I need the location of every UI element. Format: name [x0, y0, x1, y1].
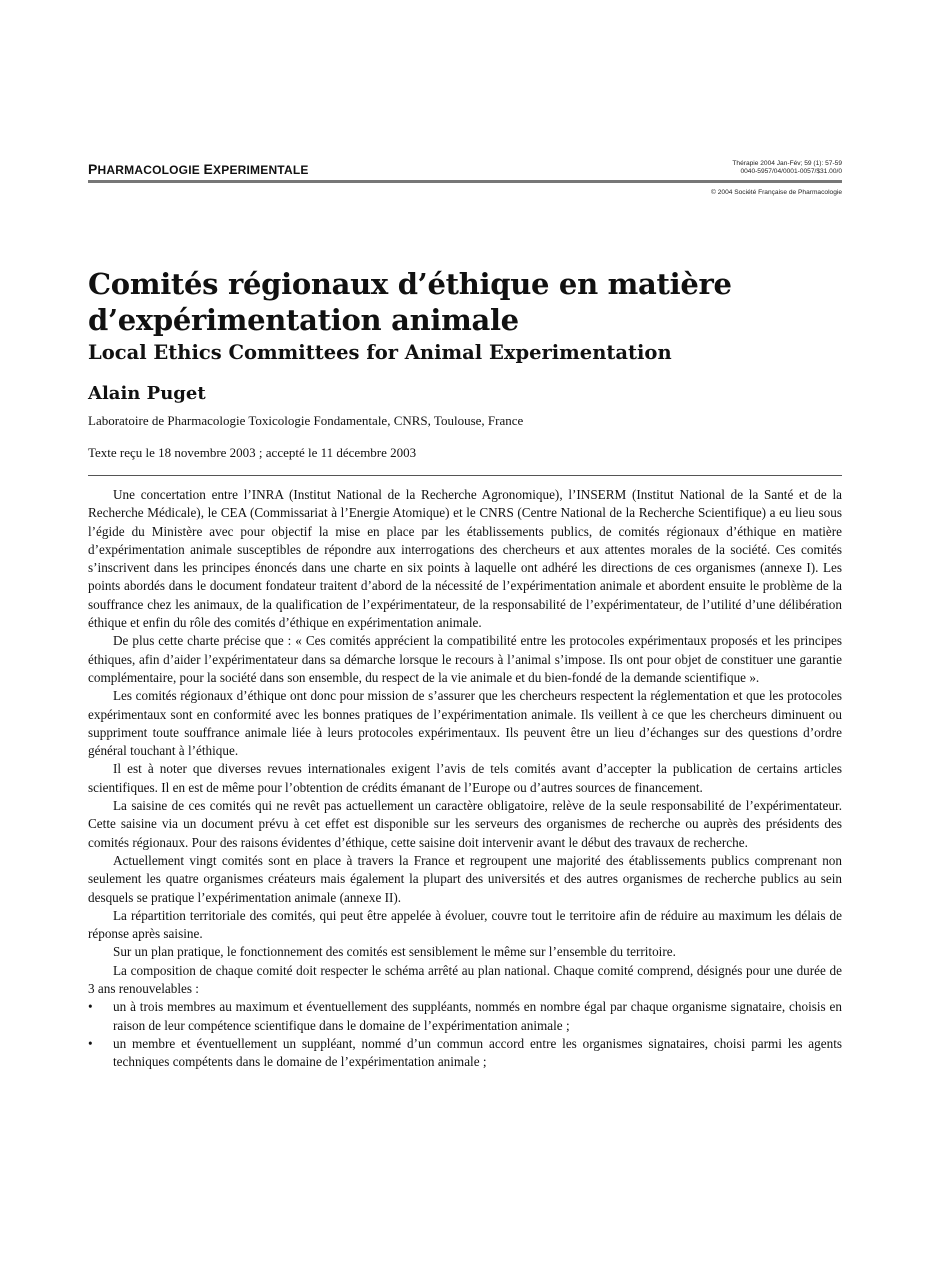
author-affiliation: Laboratoire de Pharmacologie Toxicologie Fondamentale, CNRS, Toulouse, France [88, 413, 524, 428]
article-body [88, 486, 842, 1072]
committee-composition-list [88, 998, 842, 1071]
paragraph: Les comités régionaux d’éthique ont donc pour mission de s’assurer que les chercheurs respectent la réglementation et que les protocoles expérimentaux sont en conformité avec les bonnes pratiques de l’expérimentation animale. Ils veillent à ce que les chercheurs diminuent ou suppriment toute souffrance animale liée à leurs protocoles expérimentaux. Ils peuvent être un lieu d’échanges sur des questions d’ordre général touchant à l’éthique. [88, 688, 842, 759]
paragraph: Actuellement vingt comités sont en place à travers la France et regroupent une majorité des établissements publics comprenant non seulement les quatre organismes créateurs mais également la plupart des universités et des autres organismes de recherche publics au sein desquels se pratique l’expérimentation animale (annexe II). [88, 852, 842, 905]
bullet-icon: • [88, 1035, 93, 1051]
paragraph: Il est à noter que diverses revues internationales exigent l’avis de tels comités avant d’accepter la publication de certains articles scientifiques. Il en est de même pour l’obtention de crédits émanant de l’Europe ou d’autres sources de financement. [88, 761, 842, 795]
list-item [88, 1035, 842, 1072]
bullet-icon: • [88, 999, 93, 1015]
author-name: Alain Puget [88, 383, 206, 404]
title-line-1: Comités régionaux d’éthique en matière [88, 267, 732, 301]
article-title-french [88, 266, 842, 338]
section-word-2: XPERIMENTALE [213, 163, 309, 177]
running-header [88, 158, 842, 188]
citation-block [732, 160, 842, 176]
paragraph: Sur un plan pratique, le fonctionnement des comités est sensiblement le même sur l’ensemble du territoire. [113, 944, 676, 960]
received-dates: Texte reçu le 18 novembre 2003 ; accepté le 11 décembre 2003 [88, 445, 417, 460]
copyright-notice: © 2004 Société Française de Pharmacologie [711, 189, 842, 196]
list-item-text: un membre et éventuellement un suppléant, nommé d’un commun accord entre les organismes signataires, choisi parmi les agents techniques compétents dans le domaine de l’expérimentation animale ; [113, 1035, 842, 1070]
journal-section-title [88, 161, 309, 177]
paragraph: Une concertation entre l’INRA (Institut National de la Recherche Agronomique), l’INSERM (Institut National de la Santé et de la Recherche Médicale), le CEA (Commissariat à l’Energie Atomique) et le CNRS (Centre National de la Recherche Scientifique) a eu lieu sous l’égide du Ministère avec pour objectif la mise en place par les établissements publics, de comités régionaux d’éthique en matière d’expérimentation animale susceptibles de répondre aux interrogations des chercheurs et aux attentes morales de la société. Ces comités s’inscrivent dans les principes énoncés dans une charte en six points à laquelle ont adhéré les directions de ces organismes (annexe I). Les points abordés dans le document fondateur traitent d’abord de la nécessité de l’expérimentation animale et abordent ensuite le problème de la souffrance chez les animaux, de la qualification de l’expérimentateur, de la responsabilité de l’expérimentateur, de l’utilité d’une délibération éthique et enfin du rôle des comités d’éthique en expérimentation animale. [88, 487, 842, 631]
section-word-1: HARMACOLOGIE [97, 163, 204, 177]
paragraph: De plus cette charte précise que : « Ces comités apprécient la compatibilité entre les protocoles expérimentaux proposés et les principes éthiques, afin d’aider l’expérimentateur dans sa démarche lorsque le recours à l’animal s’impose. Ils ont pour objet de constituer une garantie complémentaire, pour la société dans son ensemble, du respect de la vie animale et du bien-fondé de la demande scientifique ». [88, 633, 842, 685]
list-item [88, 998, 842, 1035]
citation-line-issn: 0040-5957/04/0001-0057/$31.00/0 [740, 168, 842, 175]
citation-line-journal: Thérapie 2004 Jan-Fév; 59 (1): 57-59 [732, 160, 842, 167]
section-initial-1: P [88, 161, 98, 177]
paragraph: La composition de chaque comité doit respecter le schéma arrêté au plan national. Chaque comité comprend, désignés pour une durée de 3 ans renouvelables : [88, 962, 842, 997]
article-page [88, 158, 842, 1072]
title-rule [88, 475, 842, 476]
header-rule [88, 180, 842, 183]
article-title-english: Local Ethics Committees for Animal Experimentation [88, 341, 672, 364]
paragraph: La saisine de ces comités qui ne revêt pas actuellement un caractère obligatoire, relève de la seule responsabilité de l’expérimentateur. Cette saisine via un document prévu à cet effet est disponible sur les serveurs des organismes de recherche ou auprès des présidents des comités régionaux. Pour des raisons évidentes d’éthique, cette saisine doit intervenir avant le début des travaux de recherche. [88, 798, 842, 850]
section-initial-2: E [203, 161, 214, 177]
title-line-2: d’expérimentation animale [88, 303, 519, 337]
paragraph: La répartition territoriale des comités, qui peut être appelée à évoluer, couvre tout le territoire afin de réduire au maximum les délais de réponse après saisine. [88, 907, 842, 942]
list-item-text: un à trois membres au maximum et éventuellement des suppléants, nommés en nombre égal par chaque organisme signataire, choisis en raison de leur compétence scientifique dans le domaine de l’expérimentation animale ; [113, 999, 842, 1033]
